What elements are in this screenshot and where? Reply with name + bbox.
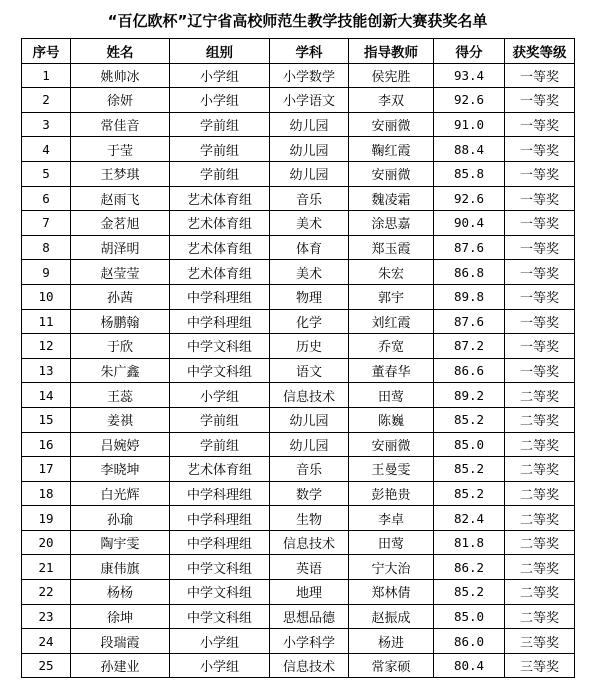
cell-advisor: 刘红霞 xyxy=(349,309,434,334)
cell-index: 17 xyxy=(22,457,71,482)
table-row xyxy=(22,407,575,432)
header-award: 获奖等级 xyxy=(505,39,575,64)
awards-table xyxy=(21,38,575,678)
table-row xyxy=(22,580,575,605)
cell-group: 小学组 xyxy=(170,383,270,408)
table-row xyxy=(22,555,575,580)
cell-award: 一等奖 xyxy=(505,358,575,383)
cell-advisor: 乔宽 xyxy=(349,334,434,359)
cell-name: 段瑞霞 xyxy=(71,629,170,654)
cell-name: 赵雨飞 xyxy=(71,186,170,211)
table-row xyxy=(22,604,575,629)
cell-index: 11 xyxy=(22,309,71,334)
cell-name: 徐坤 xyxy=(71,604,170,629)
cell-award: 一等奖 xyxy=(505,161,575,186)
cell-award: 一等奖 xyxy=(505,63,575,88)
cell-index: 18 xyxy=(22,481,71,506)
cell-name: 赵莹莹 xyxy=(71,260,170,285)
cell-index: 19 xyxy=(22,506,71,531)
cell-name: 孙茜 xyxy=(71,284,170,309)
cell-name: 姜祺 xyxy=(71,407,170,432)
cell-index: 8 xyxy=(22,235,71,260)
cell-score: 85.0 xyxy=(434,432,505,457)
cell-subject: 幼儿园 xyxy=(270,137,349,162)
cell-advisor: 董春华 xyxy=(349,358,434,383)
table-row xyxy=(22,309,575,334)
cell-subject: 信息技术 xyxy=(270,530,349,555)
table-row xyxy=(22,457,575,482)
cell-index: 21 xyxy=(22,555,71,580)
cell-score: 89.8 xyxy=(434,284,505,309)
cell-subject: 思想品德 xyxy=(270,604,349,629)
table-row xyxy=(22,112,575,137)
cell-group: 小学组 xyxy=(170,653,270,678)
table-row xyxy=(22,211,575,236)
cell-advisor: 朱宏 xyxy=(349,260,434,285)
cell-award: 二等奖 xyxy=(505,530,575,555)
cell-name: 胡泽明 xyxy=(71,235,170,260)
cell-name: 王梦琪 xyxy=(71,161,170,186)
cell-name: 金茗旭 xyxy=(71,211,170,236)
table-row xyxy=(22,629,575,654)
cell-advisor: 郑林倩 xyxy=(349,580,434,605)
cell-advisor: 郭宇 xyxy=(349,284,434,309)
cell-award: 二等奖 xyxy=(505,604,575,629)
cell-score: 80.4 xyxy=(434,653,505,678)
cell-subject: 地理 xyxy=(270,580,349,605)
table-row xyxy=(22,358,575,383)
cell-score: 87.6 xyxy=(434,309,505,334)
table-row xyxy=(22,432,575,457)
cell-index: 5 xyxy=(22,161,71,186)
cell-advisor: 安丽微 xyxy=(349,432,434,457)
cell-award: 一等奖 xyxy=(505,334,575,359)
cell-name: 孙瑜 xyxy=(71,506,170,531)
cell-advisor: 陈巍 xyxy=(349,407,434,432)
cell-subject: 小学科学 xyxy=(270,629,349,654)
cell-name: 白光辉 xyxy=(71,481,170,506)
cell-subject: 音乐 xyxy=(270,186,349,211)
cell-score: 92.6 xyxy=(434,186,505,211)
cell-award: 一等奖 xyxy=(505,186,575,211)
cell-score: 85.2 xyxy=(434,580,505,605)
cell-group: 学前组 xyxy=(170,407,270,432)
cell-subject: 美术 xyxy=(270,260,349,285)
cell-group: 中学文科组 xyxy=(170,580,270,605)
cell-advisor: 鞠红霞 xyxy=(349,137,434,162)
cell-subject: 小学数学 xyxy=(270,63,349,88)
cell-advisor: 安丽微 xyxy=(349,161,434,186)
cell-score: 85.2 xyxy=(434,457,505,482)
cell-group: 中学科理组 xyxy=(170,284,270,309)
table-row xyxy=(22,88,575,113)
cell-name: 王蕊 xyxy=(71,383,170,408)
cell-index: 23 xyxy=(22,604,71,629)
cell-group: 艺术体育组 xyxy=(170,235,270,260)
table-row xyxy=(22,260,575,285)
cell-group: 中学文科组 xyxy=(170,604,270,629)
cell-group: 艺术体育组 xyxy=(170,211,270,236)
cell-name: 常佳音 xyxy=(71,112,170,137)
cell-score: 86.2 xyxy=(434,555,505,580)
cell-group: 中学科理组 xyxy=(170,506,270,531)
cell-score: 85.2 xyxy=(434,481,505,506)
cell-award: 二等奖 xyxy=(505,407,575,432)
cell-name: 杨杨 xyxy=(71,580,170,605)
cell-index: 15 xyxy=(22,407,71,432)
cell-subject: 生物 xyxy=(270,506,349,531)
header-advisor: 指导教师 xyxy=(349,39,434,64)
cell-subject: 幼儿园 xyxy=(270,432,349,457)
cell-score: 81.8 xyxy=(434,530,505,555)
cell-subject: 幼儿园 xyxy=(270,161,349,186)
cell-index: 3 xyxy=(22,112,71,137)
cell-name: 康伟旗 xyxy=(71,555,170,580)
cell-name: 孙建业 xyxy=(71,653,170,678)
table-row xyxy=(22,63,575,88)
cell-name: 于欣 xyxy=(71,334,170,359)
cell-score: 85.2 xyxy=(434,407,505,432)
cell-index: 12 xyxy=(22,334,71,359)
table-row xyxy=(22,186,575,211)
cell-advisor: 安丽微 xyxy=(349,112,434,137)
cell-award: 一等奖 xyxy=(505,112,575,137)
cell-name: 杨鹏翰 xyxy=(71,309,170,334)
cell-advisor: 李卓 xyxy=(349,506,434,531)
page-title: “百亿欧杯”辽宁省高校师范生教学技能创新大赛获奖名单 xyxy=(107,12,488,30)
cell-award: 一等奖 xyxy=(505,137,575,162)
table-row xyxy=(22,284,575,309)
cell-score: 87.2 xyxy=(434,334,505,359)
cell-group: 小学组 xyxy=(170,629,270,654)
cell-subject: 历史 xyxy=(270,334,349,359)
cell-subject: 小学语文 xyxy=(270,88,349,113)
cell-award: 一等奖 xyxy=(505,260,575,285)
table-row xyxy=(22,334,575,359)
header-subject: 学科 xyxy=(270,39,349,64)
cell-award: 一等奖 xyxy=(505,88,575,113)
cell-name: 于莹 xyxy=(71,137,170,162)
cell-index: 6 xyxy=(22,186,71,211)
table-body xyxy=(22,63,575,678)
cell-index: 25 xyxy=(22,653,71,678)
cell-group: 艺术体育组 xyxy=(170,457,270,482)
cell-score: 85.8 xyxy=(434,161,505,186)
cell-score: 86.6 xyxy=(434,358,505,383)
cell-award: 三等奖 xyxy=(505,629,575,654)
cell-subject: 音乐 xyxy=(270,457,349,482)
table-row xyxy=(22,653,575,678)
table-row xyxy=(22,235,575,260)
table-row xyxy=(22,161,575,186)
cell-advisor: 田莺 xyxy=(349,383,434,408)
cell-advisor: 郑玉霞 xyxy=(349,235,434,260)
cell-index: 7 xyxy=(22,211,71,236)
cell-score: 89.2 xyxy=(434,383,505,408)
cell-group: 中学文科组 xyxy=(170,358,270,383)
cell-group: 中学科理组 xyxy=(170,530,270,555)
cell-advisor: 赵振成 xyxy=(349,604,434,629)
cell-group: 学前组 xyxy=(170,137,270,162)
cell-name: 姚帅冰 xyxy=(71,63,170,88)
cell-subject: 语文 xyxy=(270,358,349,383)
cell-advisor: 王曼雯 xyxy=(349,457,434,482)
table-row xyxy=(22,137,575,162)
cell-advisor: 魏凌霜 xyxy=(349,186,434,211)
cell-score: 87.6 xyxy=(434,235,505,260)
cell-award: 二等奖 xyxy=(505,383,575,408)
cell-index: 20 xyxy=(22,530,71,555)
cell-group: 中学文科组 xyxy=(170,555,270,580)
cell-group: 学前组 xyxy=(170,161,270,186)
table-header-row xyxy=(22,39,575,64)
cell-subject: 物理 xyxy=(270,284,349,309)
cell-group: 学前组 xyxy=(170,432,270,457)
cell-award: 二等奖 xyxy=(505,481,575,506)
header-index: 序号 xyxy=(22,39,71,64)
cell-score: 82.4 xyxy=(434,506,505,531)
cell-subject: 幼儿园 xyxy=(270,407,349,432)
cell-group: 艺术体育组 xyxy=(170,186,270,211)
header-score: 得分 xyxy=(434,39,505,64)
cell-index: 2 xyxy=(22,88,71,113)
cell-advisor: 田莺 xyxy=(349,530,434,555)
cell-subject: 信息技术 xyxy=(270,383,349,408)
cell-index: 1 xyxy=(22,63,71,88)
cell-award: 二等奖 xyxy=(505,555,575,580)
cell-index: 13 xyxy=(22,358,71,383)
cell-award: 一等奖 xyxy=(505,211,575,236)
cell-score: 86.0 xyxy=(434,629,505,654)
cell-index: 10 xyxy=(22,284,71,309)
cell-subject: 幼儿园 xyxy=(270,112,349,137)
cell-name: 李晓坤 xyxy=(71,457,170,482)
cell-score: 92.6 xyxy=(434,88,505,113)
cell-index: 14 xyxy=(22,383,71,408)
cell-subject: 美术 xyxy=(270,211,349,236)
cell-award: 二等奖 xyxy=(505,506,575,531)
cell-subject: 化学 xyxy=(270,309,349,334)
cell-group: 中学文科组 xyxy=(170,334,270,359)
cell-advisor: 李双 xyxy=(349,88,434,113)
cell-index: 4 xyxy=(22,137,71,162)
cell-advisor: 侯宪胜 xyxy=(349,63,434,88)
cell-group: 中学科理组 xyxy=(170,481,270,506)
cell-score: 86.8 xyxy=(434,260,505,285)
cell-index: 24 xyxy=(22,629,71,654)
table-row xyxy=(22,383,575,408)
cell-award: 二等奖 xyxy=(505,457,575,482)
cell-award: 二等奖 xyxy=(505,432,575,457)
table-row xyxy=(22,530,575,555)
cell-score: 90.4 xyxy=(434,211,505,236)
cell-index: 9 xyxy=(22,260,71,285)
cell-score: 88.4 xyxy=(434,137,505,162)
cell-name: 徐妍 xyxy=(71,88,170,113)
cell-group: 小学组 xyxy=(170,88,270,113)
cell-award: 一等奖 xyxy=(505,284,575,309)
cell-advisor: 彭艳贵 xyxy=(349,481,434,506)
cell-index: 16 xyxy=(22,432,71,457)
cell-subject: 数学 xyxy=(270,481,349,506)
cell-group: 学前组 xyxy=(170,112,270,137)
cell-advisor: 常家硕 xyxy=(349,653,434,678)
cell-award: 二等奖 xyxy=(505,580,575,605)
cell-subject: 体育 xyxy=(270,235,349,260)
table-row xyxy=(22,506,575,531)
cell-award: 一等奖 xyxy=(505,235,575,260)
cell-award: 一等奖 xyxy=(505,309,575,334)
cell-advisor: 杨进 xyxy=(349,629,434,654)
cell-subject: 信息技术 xyxy=(270,653,349,678)
cell-group: 艺术体育组 xyxy=(170,260,270,285)
cell-advisor: 涂思嘉 xyxy=(349,211,434,236)
cell-name: 吕婉婷 xyxy=(71,432,170,457)
cell-name: 陶宇雯 xyxy=(71,530,170,555)
cell-index: 22 xyxy=(22,580,71,605)
cell-group: 小学组 xyxy=(170,63,270,88)
table-row xyxy=(22,481,575,506)
header-name: 姓名 xyxy=(71,39,170,64)
cell-award: 三等奖 xyxy=(505,653,575,678)
cell-score: 91.0 xyxy=(434,112,505,137)
cell-score: 85.0 xyxy=(434,604,505,629)
header-group: 组别 xyxy=(170,39,270,64)
cell-subject: 英语 xyxy=(270,555,349,580)
cell-score: 93.4 xyxy=(434,63,505,88)
cell-advisor: 宁大治 xyxy=(349,555,434,580)
cell-group: 中学科理组 xyxy=(170,309,270,334)
cell-name: 朱广鑫 xyxy=(71,358,170,383)
